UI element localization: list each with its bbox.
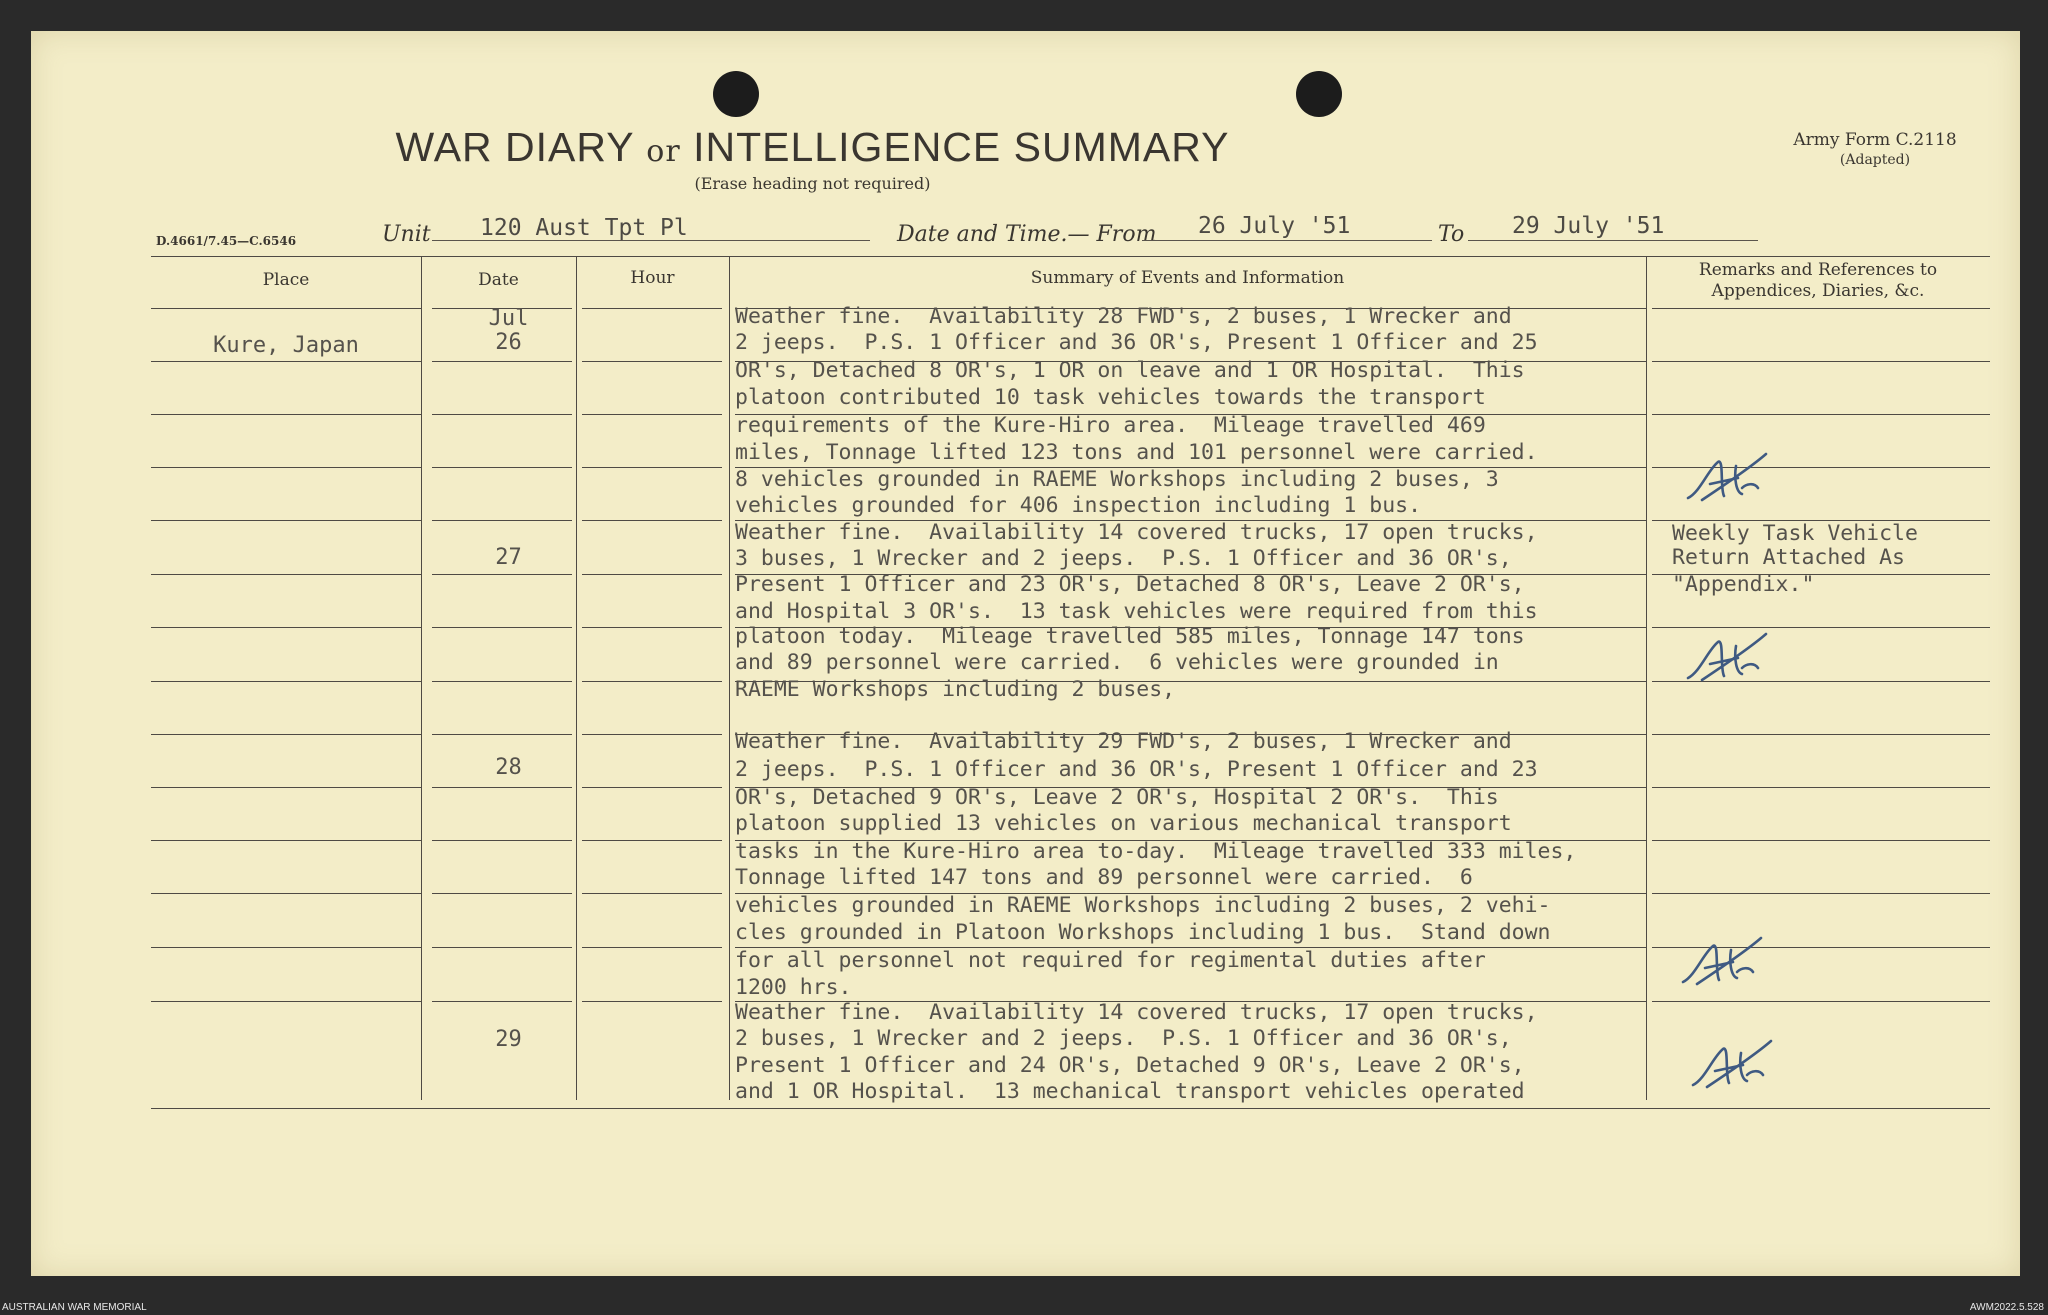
date-hour-divider — [576, 256, 577, 1100]
ruled-line — [151, 627, 421, 628]
punch-hole-right — [1296, 71, 1342, 117]
ruled-line — [582, 787, 722, 788]
ruled-line — [432, 681, 572, 682]
summary-line: vehicles grounded for 406 inspection including 1 bus. — [735, 493, 1422, 518]
from-fill-line — [1142, 240, 1432, 241]
ruled-line — [1652, 840, 1990, 841]
ruled-line — [582, 734, 722, 735]
summary-line: Weather fine. Availability 29 FWD's, 2 buses, 1 Wrecker and — [735, 729, 1512, 754]
summary-line: miles, Tonnage lifted 123 tons and 101 personnel were carried. — [735, 440, 1538, 465]
ruled-line — [582, 414, 722, 415]
punch-hole-left — [713, 71, 759, 117]
summary-line: Weather fine. Availability 14 covered trucks, 17 open trucks, — [735, 520, 1538, 545]
summary-line: OR's, Detached 9 OR's, Leave 2 OR's, Hospital 2 OR's. This — [735, 785, 1499, 810]
ruled-line — [432, 414, 572, 415]
summary-line: Present 1 Officer and 24 OR's, Detached 9 OR's, Leave 2 OR's, — [735, 1053, 1525, 1078]
ruled-line — [151, 574, 421, 575]
unit-label: Unit — [382, 222, 431, 247]
summary-line: platoon today. Mileage travelled 585 miles, Tonnage 147 tons — [735, 624, 1525, 649]
date-26: 26 — [495, 330, 522, 355]
datetime-label: Date and Time.— From — [897, 222, 1157, 247]
ruled-line — [432, 627, 572, 628]
ruled-line — [151, 893, 421, 894]
ruled-line — [582, 840, 722, 841]
ruled-line — [151, 681, 421, 682]
summary-line: tasks in the Kure-Hiro area to-day. Mileage travelled 333 miles, — [735, 839, 1577, 864]
unit-value: 120 Aust Tpt Pl — [480, 215, 688, 241]
column-header-date: Date — [478, 270, 519, 290]
ruled-line — [582, 1001, 722, 1002]
summary-line: requirements of the Kure-Hiro area. Mileage travelled 469 — [735, 413, 1486, 438]
summary-line: and Hospital 3 OR's. 13 task vehicles were required from this — [735, 599, 1538, 624]
summary-line: Weather fine. Availability 28 FWD's, 2 buses, 1 Wrecker and — [735, 304, 1512, 329]
remarks-line: Return Attached As — [1672, 545, 1905, 570]
ruled-line — [432, 893, 572, 894]
footer-credit: AUSTRALIAN WAR MEMORIAL — [2, 1302, 147, 1313]
ruled-line — [432, 734, 572, 735]
place-date-divider — [421, 256, 422, 1100]
ruled-line — [151, 787, 421, 788]
ruled-line — [582, 893, 722, 894]
ruled-line — [151, 414, 421, 415]
ruled-line — [582, 308, 722, 309]
to-label: To — [1438, 222, 1465, 247]
to-fill-line — [1468, 240, 1758, 241]
ruled-line — [432, 361, 572, 362]
column-header-hour: Hour — [630, 268, 675, 288]
to-value: 29 July '51 — [1512, 213, 1665, 239]
summary-line: and 89 personnel were carried. 6 vehicles were grounded in — [735, 650, 1499, 675]
footer-reference: AWM2022.5.528 — [1969, 1302, 2044, 1313]
column-header-place: Place — [262, 270, 310, 290]
date-29: 29 — [495, 1027, 522, 1052]
army-form-number: Army Form C.2118 — [1793, 130, 1957, 150]
ruled-line — [151, 1001, 421, 1002]
ruled-line — [151, 520, 421, 521]
table-bottom-border — [151, 1108, 1990, 1109]
summary-line: Present 1 Officer and 23 OR's, Detached 8 OR's, Leave 2 OR's, — [735, 572, 1525, 597]
date-27: 27 — [495, 545, 522, 570]
ruled-line — [1652, 308, 1990, 309]
ruled-line — [582, 947, 722, 948]
handwritten-initials — [1680, 448, 1770, 508]
summary-line: OR's, Detached 8 OR's, 1 OR on leave and 1 OR Hospital. This — [735, 358, 1525, 383]
ruled-line — [432, 787, 572, 788]
summary-line: 2 buses, 1 Wrecker and 2 jeeps. P.S. 1 Officer and 36 OR's, — [735, 1026, 1512, 1051]
date-28: 28 — [495, 755, 522, 780]
column-header-summary: Summary of Events and Information — [1030, 268, 1345, 288]
date-month: Jul — [488, 306, 529, 331]
remarks-header-line-2: Appendices, Diaries, &c. — [1711, 281, 1925, 301]
ruled-line — [432, 574, 572, 575]
summary-line: Weather fine. Availability 14 covered trucks, 17 open trucks, — [735, 1000, 1538, 1025]
summary-remarks-divider — [1646, 256, 1647, 1100]
form-code: D.4661/7.45—C.6546 — [156, 234, 297, 248]
summary-line: RAEME Workshops including 2 buses, — [735, 677, 1176, 702]
ruled-line — [1652, 893, 1990, 894]
summary-line: 2 jeeps. P.S. 1 Officer and 36 OR's, Present 1 Officer and 23 — [735, 757, 1538, 782]
ruled-line — [1652, 734, 1990, 735]
summary-line: Tonnage lifted 147 tons and 89 personnel were carried. 6 — [735, 865, 1473, 890]
title-war-diary: WAR DIARY — [395, 124, 634, 170]
page-title — [0, 124, 1625, 171]
handwritten-initials — [1685, 1035, 1775, 1095]
hour-summary-divider — [729, 256, 730, 1100]
ruled-line — [432, 467, 572, 468]
page-subtitle: (Erase heading not required) — [694, 174, 931, 193]
title-or: or — [646, 134, 681, 169]
summary-line: 1200 hrs. — [735, 975, 852, 1000]
remarks-line: Weekly Task Vehicle — [1672, 521, 1918, 546]
ruled-line — [151, 361, 421, 362]
remarks-header-line-1: Remarks and References to — [1698, 260, 1938, 280]
summary-line: platoon supplied 13 vehicles on various mechanical transport — [735, 811, 1512, 836]
ruled-line — [582, 361, 722, 362]
ruled-line — [1652, 414, 1990, 415]
column-header-remarks — [1646, 260, 1990, 302]
from-value: 26 July '51 — [1198, 213, 1351, 239]
ruled-line — [432, 1001, 572, 1002]
ruled-line — [151, 840, 421, 841]
ruled-line — [151, 308, 421, 309]
summary-line: for all personnel not required for regimental duties after — [735, 948, 1486, 973]
summary-line: vehicles grounded in RAEME Workshops including 2 buses, 2 vehi- — [735, 893, 1551, 918]
ruled-line — [582, 574, 722, 575]
ruled-line — [1652, 787, 1990, 788]
ruled-line — [582, 627, 722, 628]
remarks-line: "Appendix." — [1672, 572, 1815, 597]
summary-line: cles grounded in Platoon Workshops including 1 bus. Stand down — [735, 920, 1551, 945]
summary-line: 3 buses, 1 Wrecker and 2 jeeps. P.S. 1 Officer and 36 OR's, — [735, 546, 1512, 571]
summary-line: and 1 OR Hospital. 13 mechanical transport vehicles operated — [735, 1079, 1525, 1104]
summary-line: 8 vehicles grounded in RAEME Workshops including 2 buses, 3 — [735, 467, 1499, 492]
ruled-line — [582, 681, 722, 682]
ruled-line — [151, 734, 421, 735]
summary-line: platoon contributed 10 task vehicles towards the transport — [735, 385, 1486, 410]
army-form-note: (Adapted) — [1839, 152, 1911, 168]
ruled-line — [432, 840, 572, 841]
army-form-label — [1775, 130, 1975, 168]
table-top-border — [151, 256, 1990, 257]
handwritten-initials — [1675, 932, 1765, 992]
ruled-line — [432, 520, 572, 521]
place-value: Kure, Japan — [213, 333, 359, 358]
ruled-line — [1652, 1001, 1990, 1002]
summary-line: 2 jeeps. P.S. 1 Officer and 36 OR's, Present 1 Officer and 25 — [735, 330, 1538, 355]
ruled-line — [582, 520, 722, 521]
ruled-line — [151, 467, 421, 468]
title-intelligence-summary: INTELLIGENCE SUMMARY — [693, 124, 1230, 170]
ruled-line — [1652, 361, 1990, 362]
ruled-line — [582, 467, 722, 468]
ruled-line — [151, 947, 421, 948]
ruled-line — [432, 947, 572, 948]
handwritten-initials — [1680, 628, 1770, 688]
